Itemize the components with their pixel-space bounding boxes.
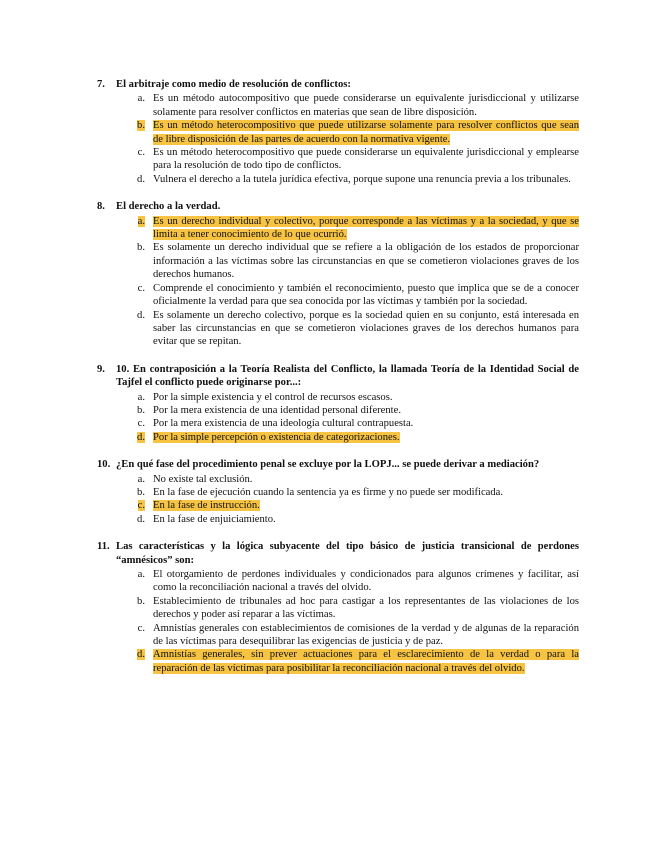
option-letter: b. [137,120,145,132]
option-letter: c. [137,418,145,430]
question-10 [97,458,579,526]
option-letter: b. [137,595,145,607]
question-number: 11. [97,541,110,553]
option-letter: d. [137,309,145,321]
option-text: Vulnera el derecho a la tutela jurídica efectiva, porque supone una renuncia previa a los tribunales. [153,173,571,185]
option-letter: b. [137,242,145,254]
question-7 [97,78,579,186]
option-list [97,568,579,675]
question-text: El arbitraje como medio de resolución de conflictos: [116,79,351,90]
option-c [97,146,579,173]
option-text: No existe tal exclusión. [153,473,253,485]
option-text: En la fase de enjuiciamiento. [153,513,276,525]
option-text: Comprende el conocimiento y también el reconocimiento, puesto que implica que se de a conocer oficialmente la verdad para que sea conocida por las víctimas y también por la sociedad. [153,282,579,308]
option-text: Por la mera existencia de una identidad personal diferente. [153,404,401,416]
option-d-highlighted [97,431,579,444]
option-text: Por la mera existencia de una ideología cultural contrapuesta. [153,418,414,430]
option-letter: a. [137,391,145,403]
option-letter: a. [137,473,145,485]
option-d [97,513,579,526]
option-text: Amnistías generales, sin prever actuaciones para el esclarecimiento de la verdad o para la reparación de las víctimas para posibilitar la reconciliación nacional a través del olvido. [153,649,579,674]
option-text: Por la simple percepción o existencia de categorizaciones. [153,431,400,443]
option-c [97,417,579,430]
option-letter: c. [137,500,145,512]
question-number: 7. [97,79,105,90]
question-number: 9. [97,363,105,375]
question-11 [97,540,579,675]
option-letter: b. [137,486,145,498]
option-letter: d. [137,173,145,185]
option-a [97,568,579,595]
option-b [97,404,579,417]
option-b [97,241,579,281]
option-a [97,473,579,486]
option-a [97,391,579,404]
option-list [97,391,579,445]
option-text: Amnistías generales con establecimientos de comisiones de la verdad y de algunas de la reparación de las víctimas para desequilibrar las exigencias de justicia y de paz. [153,622,579,648]
question-number: 8. [97,201,105,213]
document-page [97,78,579,689]
option-b-highlighted [97,119,579,146]
option-text: Es solamente un derecho individual que se refiere a la obligación de los estados de proporcionar información a las víctimas sobre las circunstancias en que se cometieron violaciones graves de los derechos humanos. [153,242,579,281]
option-b [97,595,579,622]
option-letter: c. [137,147,145,159]
option-text: Establecimiento de tribunales ad hoc para castigar a los representantes de las violaciones de los derechos y poder así reparar a las víctimas. [153,595,579,621]
option-text: Es un método heterocompositivo que puede considerarse un equivalente jurisdiccional y emplearse para la resolución de todo tipo de conflictos. [153,147,579,172]
option-text: Por la simple existencia y el control de recursos escasos. [153,391,393,403]
option-c [97,622,579,649]
question-9 [97,363,579,444]
option-letter: a. [137,215,145,227]
option-d-highlighted [97,648,579,675]
option-text: Es un método heterocompositivo que puede utilizarse solamente para resolver conflictos que sean de libre disposición de las partes de acuerdo con la normativa vigente. [153,120,579,145]
option-c [97,282,579,309]
option-letter: d. [137,513,145,525]
option-text: En la fase de instrucción. [153,500,260,512]
question-text: 10. En contraposición a la Teoría Realista del Conflicto, la llamada Teoría de la Identidad Social de Tajfel el conflicto puede originarse por...: [116,363,579,389]
option-a [97,92,579,119]
question-8 [97,200,579,348]
question-number: 10. [97,459,111,471]
option-text: El otorgamiento de perdones individuales y condicionados para algunos crímenes y facilitar, así como la reconciliación nacional a través del olvido. [153,569,579,594]
option-text: Es solamente un derecho colectivo, porque es la sociedad quien en su conjunto, está interesada en saber las circunstancias en que se cometieron violaciones graves de los derechos humanos para evitar que se repitan. [153,309,579,348]
option-text: Es un método autocompositivo que puede considerarse un equivalente jurisdiccional y utilizarse solamente para resolver conflictos en materias que sean de libre disposición. [153,93,579,118]
option-b [97,486,579,499]
option-letter: b. [137,404,145,416]
option-list [97,92,579,186]
option-c-highlighted [97,499,579,512]
option-letter: c. [137,622,145,634]
option-list [97,473,579,527]
option-letter: a. [137,569,145,580]
option-letter: c. [137,282,145,294]
option-text: Es un derecho individual y colectivo, porque corresponde a las víctimas y a la sociedad, y que se limita a tener conocimiento de lo que ocurrió. [153,215,579,241]
option-a-highlighted [97,215,579,242]
question-text: El derecho a la verdad. [116,201,221,213]
question-text: Las características y la lógica subyacente del tipo básico de justicia transicional de perdones “amnésicos” son: [116,541,579,566]
option-letter: d. [137,431,145,443]
option-letter: a. [137,93,145,105]
question-text: ¿En qué fase del procedimiento penal se excluye por la LOPJ... se puede derivar a mediación? [116,459,540,471]
option-list [97,215,579,349]
option-text: En la fase de ejecución cuando la sentencia ya es firme y no puede ser modificada. [153,486,504,498]
option-d [97,173,579,186]
option-letter: d. [137,649,145,661]
option-d [97,309,579,349]
